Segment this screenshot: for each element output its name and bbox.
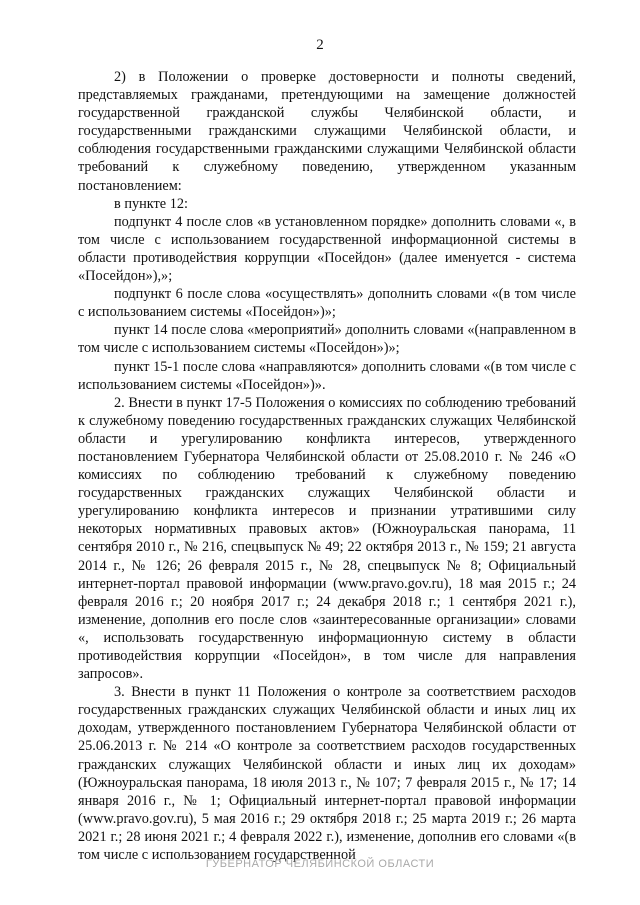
paragraph-section-2: 2. Внести в пункт 17-5 Положения о комиссиях по соблюдению требований к служебному поведению государственных гражданских служащих Челябинской области и урегулированию конфликта интересов, утвержденного постановлением Губернатора Челябинской области от 25.08.2010 г. № 246 «О комиссиях по соблюдению требований к служебному поведению государственных гражданских служащих Челябинской области и урегулированию конфликта интересов и признании утратившими силу некоторых нормативных правовых актов» (Южноуральская панорама, 11 сентября 2010 г., № 216, спецвыпуск № 49; 22 октября 2013 г., № 159; 21 августа 2014 г., № 126; 26 февраля 2015 г., № 28, спецвыпуск № 8; Официальный интернет-портал правовой информации (www.pravo.gov.ru), 18 мая 2015 г.; 24 февраля 2016 г.; 20 ноября 2017 г.; 24 декабря 2018 г.; 1 сентября 2021 г.), изменение, дополнив его после слов «заинтересованные организации» словами «, использовать государственную информационную систему в области противодействия коррупции «Посейдон», в том числе для направления запросов». <box>78 394 576 683</box>
document-body <box>78 68 576 864</box>
paragraph-subpoint-4: подпункт 4 после слов «в установленном порядке» дополнить словами «, в том числе с использованием государственной информационной системы в области противодействия коррупции «Посейдон» (далее именуется - система «Посейдон»),»; <box>78 213 576 285</box>
paragraph-point-12: в пункте 12: <box>114 195 188 212</box>
paragraph-item-2: 2) в Положении о проверке достоверности и полноты сведений, представляемых гражданами, претендующими на замещение должностей государственной гражданской службы Челябинской области, и государственными гражданскими служащими Челябинской области, и соблюдения государственными гражданскими служащими Челябинской области требований к служебному поведению, утвержденном указанным постановлением: <box>78 69 576 194</box>
paragraph-subpoint-6: подпункт 6 после слова «осуществлять» дополнить словами «(в том числе с использованием системы «Посейдон»)»; <box>78 286 576 321</box>
paragraph-section-3: 3. Внести в пункт 11 Положения о контроле за соответствием расходов государственных гражданских служащих Челябинской области и иных лиц их доходам, утвержденного постановлением Губернатора Челябинской области от 25.06.2013 г. № 214 «О контроле за соответствием расходов государственных гражданских служащих Челябинской области и иных лиц их доходам» (Южноуральская панорама, 18 июля 2013 г., № 107; 7 февраля 2015 г., № 17; 14 января 2016 г., № 1; Официальный интернет-портал правовой информации (www.pravo.gov.ru), 5 мая 2016 г.; 29 октября 2018 г.; 25 марта 2019 г.; 26 марта 2021 г.; 28 июня 2021 г.; 4 февраля 2022 г.), изменение, дополнив его словами «(в том числе с использованием государственной <box>78 684 576 864</box>
footer-stamp: ГУБЕРНАТОР ЧЕЛЯБИНСКОЙ ОБЛАСТИ <box>205 858 435 870</box>
page-number: 2 <box>316 37 324 53</box>
paragraph-point-15-1: пункт 15-1 после слова «направляются» дополнить словами «(в том числе с использованием системы «Посейдон»)». <box>78 358 576 393</box>
paragraph-point-14: пункт 14 после слова «мероприятий» дополнить словами «(направленном в том числе с использованием системы «Посейдон»)»; <box>78 322 576 357</box>
